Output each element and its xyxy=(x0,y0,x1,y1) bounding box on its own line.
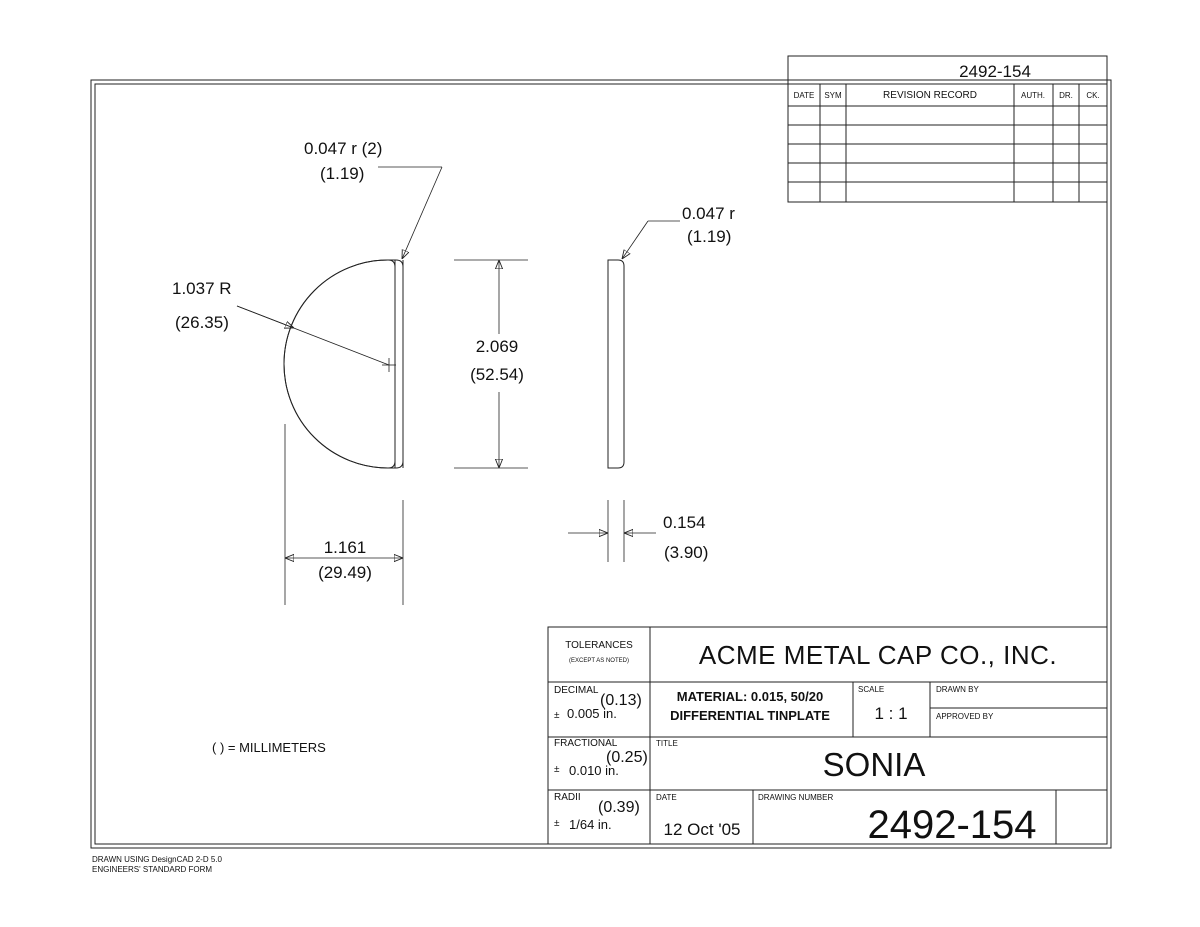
radius-label-mm: (26.35) xyxy=(175,313,229,332)
title-label: TITLE xyxy=(656,739,678,748)
drawing-title: SONIA xyxy=(822,746,926,783)
material-line-1: MATERIAL: 0.015, 50/20 xyxy=(676,689,824,704)
scale-value: 1 : 1 xyxy=(874,704,908,723)
corner-radius-right-label: 0.047 r xyxy=(682,204,735,223)
height-dimension xyxy=(454,260,528,468)
material-line-2: DIFFERENTIAL TINPLATE xyxy=(670,708,830,723)
decimal-label: DECIMAL xyxy=(554,685,599,696)
date-label: DATE xyxy=(656,793,677,802)
corner-radius-right-dimension xyxy=(622,204,735,259)
thickness-label-mm: (3.90) xyxy=(664,543,709,562)
drawing-number-label: DRAWING NUMBER xyxy=(758,793,834,802)
fractional-label: FRACTIONAL xyxy=(554,738,618,749)
scale-label: SCALE xyxy=(858,685,885,694)
radii-plus-minus: ± xyxy=(554,818,560,829)
footer-line-2: ENGINEERS' STANDARD FORM xyxy=(92,865,213,874)
radius-label: 1.037 R xyxy=(172,279,232,298)
thickness-dimension xyxy=(568,500,708,562)
radii-label: RADII xyxy=(554,792,581,803)
date-value: 12 Oct '05 xyxy=(663,820,741,839)
footer-line-1: DRAWN USING DesignCAD 2-D 5.0 xyxy=(92,855,222,864)
fractional-value: 0.010 in. xyxy=(569,763,619,778)
title-block xyxy=(548,627,1107,847)
height-label: 2.069 xyxy=(475,337,519,356)
height-label-mm: (52.54) xyxy=(470,365,524,384)
thickness-label: 0.154 xyxy=(663,513,706,532)
corner-radius-left-label-mm: (1.19) xyxy=(320,164,365,183)
rev-header-auth: AUTH. xyxy=(1021,91,1045,100)
sheet-border xyxy=(91,80,1111,848)
rev-header-dr: DR. xyxy=(1059,91,1073,100)
revision-number: 2492-154 xyxy=(959,62,1031,81)
radii-value: 1/64 in. xyxy=(569,817,612,832)
decimal-mm: (0.13) xyxy=(600,692,642,709)
part-front-view xyxy=(284,260,403,468)
fractional-mm: (0.25) xyxy=(606,749,648,766)
corner-radius-right-label-mm: (1.19) xyxy=(687,227,732,246)
drawn-by-label: DRAWN BY xyxy=(936,685,979,694)
rev-header-record: REVISION RECORD xyxy=(883,90,977,101)
tolerances-label: TOLERANCES xyxy=(565,640,633,651)
approved-by-label: APPROVED BY xyxy=(936,712,994,721)
corner-radius-left-label: 0.047 r (2) xyxy=(304,139,383,158)
width-dimension xyxy=(285,424,403,605)
fractional-plus-minus: ± xyxy=(554,764,560,775)
width-label-mm: (29.49) xyxy=(318,563,372,582)
company-name: ACME METAL CAP CO., INC. xyxy=(698,640,1058,670)
part-side-view xyxy=(608,260,624,468)
decimal-plus-minus: ± xyxy=(554,710,560,721)
rev-header-date: DATE xyxy=(793,91,815,100)
rev-header-ck: CK. xyxy=(1086,91,1100,100)
width-label: 1.161 xyxy=(323,538,367,557)
tolerances-note: (EXCEPT AS NOTED) xyxy=(569,658,629,664)
decimal-value: 0.005 in. xyxy=(567,706,617,721)
millimeters-note: ( ) = MILLIMETERS xyxy=(212,740,326,755)
radius-dimension xyxy=(172,279,389,365)
radii-mm: (0.39) xyxy=(598,799,640,816)
rev-header-sym: SYM xyxy=(824,91,842,100)
revision-block xyxy=(788,56,1107,202)
drawing-number: 2492-154 xyxy=(867,803,1037,847)
corner-radius-left-dimension xyxy=(304,139,442,259)
